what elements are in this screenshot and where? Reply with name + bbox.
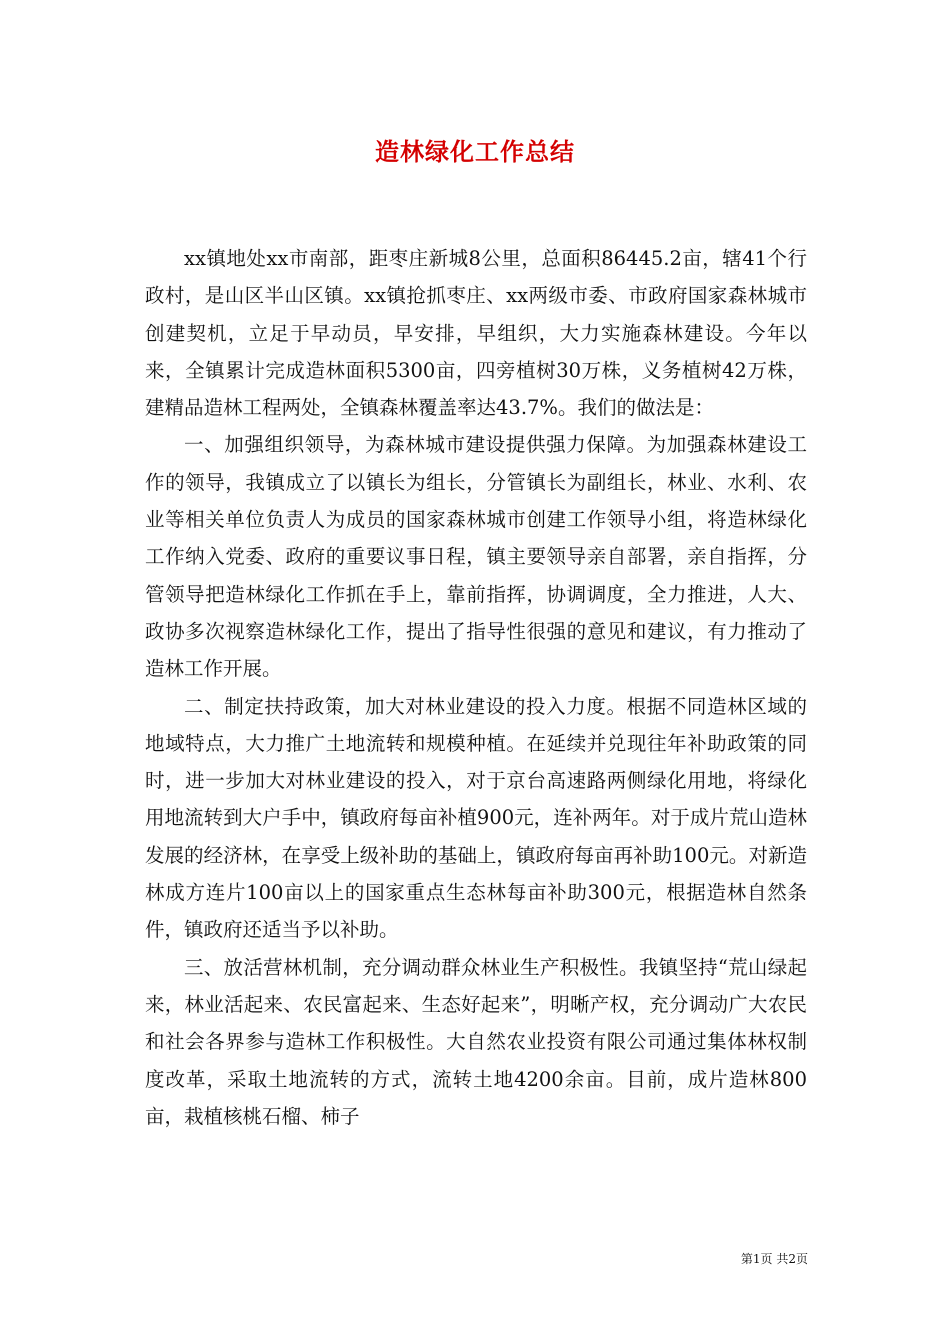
document-title: 造林绿化工作总结 (375, 137, 575, 166)
paragraph-intro: xx镇地处xx市南部，距枣庄新城8公里，总面积86445.2亩，辖41个行政村，是山区半山区镇。xx镇抢抓枣庄、xx两级市委、市政府国家森林城市创建契机，立足于早动员，早安排，早组织，大力实施森林建设。今年以来，全镇累计完成造林面积5300亩，四旁植树30万株，义务植树42万株，建精品造林工程两处，全镇森林覆盖率达43.7%。我们的做法是： (145, 247, 807, 420)
paragraph-section-3: 三、放活营林机制，充分调动群众林业生产积极性。我镇坚持“荒山绿起来，林业活起来、农民富起来、生态好起来”，明晰产权，充分调动广大农民和社会各界参与造林工作积极性。大自然农业投资有限公司通过集体林权制度改革，采取土地流转的方式，流转土地4200余亩。目前，成片造林800亩，栽植核桃石榴、柿子 (145, 955, 807, 1128)
document-body (145, 240, 807, 1135)
page-number-footer: 第1页 共2页 (740, 1252, 808, 1266)
paragraph-section-1: 一、加强组织领导，为森林城市建设提供强力保障。为加强森林建设工作的领导，我镇成立了以镇长为组长，分管镇长为副组长，林业、水利、农业等相关单位负责人为成员的国家森林城市创建工作领导小组，将造林绿化工作纳入党委、政府的重要议事日程，镇主要领导亲自部署，亲自指挥，分管领导把造林绿化工作抓在手上，靠前指挥，协调调度，全力推进，人大、政协多次视察造林绿化工作，提出了指导性很强的意见和建议，有力推动了造林工作开展。 (145, 433, 807, 681)
paragraph-section-2: 二、制定扶持政策，加大对林业建设的投入力度。根据不同造林区域的地域特点，大力推广土地流转和规模种植。在延续并兑现往年补助政策的同时，进一步加大对林业建设的投入，对于京台高速路两侧绿化用地，将绿化用地流转到大户手中，镇政府每亩补植900元，连补两年。对于成片荒山造林发展的经济林，在享受上级补助的基础上，镇政府每亩再补助100元。对新造林成方连片100亩以上的国家重点生态林每亩补助300元，根据造林自然条件，镇政府还适当予以补助。 (145, 694, 807, 942)
